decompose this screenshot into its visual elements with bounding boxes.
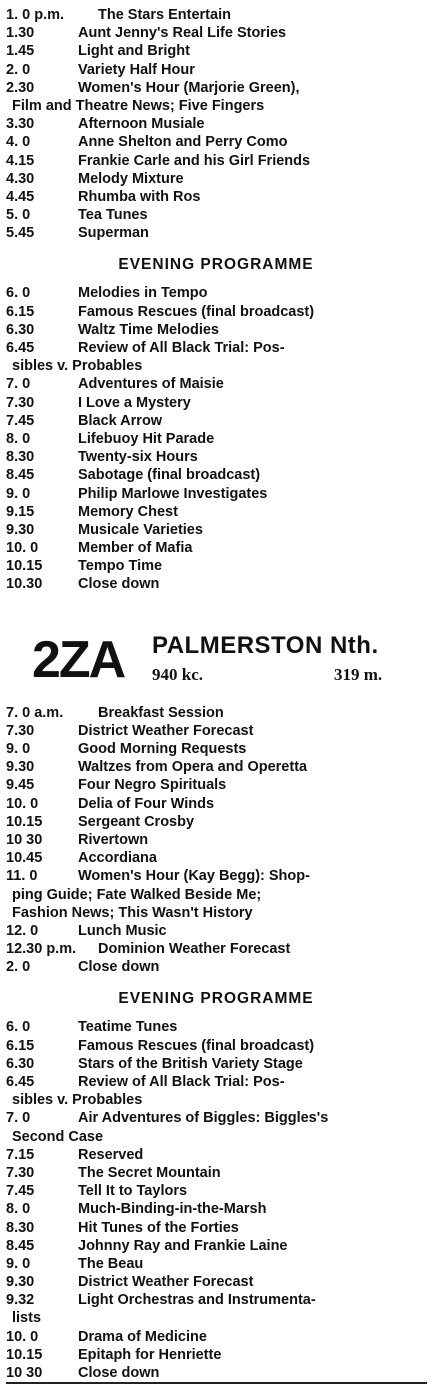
- schedule-time: 6. 0: [6, 285, 31, 302]
- schedule-program: Light and Bright: [78, 43, 190, 60]
- schedule-program: Much-Binding-in-the-Marsh: [78, 1201, 267, 1218]
- schedule-program: Black Arrow: [78, 412, 163, 429]
- schedule-row: [6, 1146, 426, 1164]
- schedule-program: Women's Hour (Kay Begg): Shop-: [78, 868, 310, 885]
- schedule-program: Stars of the British Variety Stage: [78, 1055, 303, 1072]
- station-frequency: 940 kc.: [152, 664, 203, 684]
- station-header: [6, 630, 426, 694]
- schedule-program: Tell It to Taylors: [78, 1183, 188, 1200]
- schedule-row: [6, 412, 426, 430]
- schedule-time: 12. 0: [6, 922, 39, 939]
- schedule-time: 6.15: [6, 303, 35, 320]
- station-city: PALMERSTON Nth.: [152, 631, 379, 659]
- schedule-time: 6.45: [6, 340, 35, 356]
- schedule-time: 7.30: [6, 722, 35, 739]
- schedule-time: 10. 0: [6, 540, 39, 557]
- schedule-time: 9.15: [6, 503, 35, 520]
- schedule-time: 10 30: [6, 831, 43, 848]
- schedule-time: 2. 0: [6, 959, 31, 976]
- schedule-program: Rhumba with Ros: [78, 188, 201, 205]
- schedule-row: [6, 170, 426, 188]
- schedule-continuation: Fashion News; This Wasn't History: [12, 904, 253, 921]
- schedule-row: [6, 776, 426, 794]
- schedule-time: 1. 0 p.m.: [6, 7, 65, 23]
- schedule-program: Superman: [78, 225, 149, 242]
- schedule-time: 7.15: [6, 1146, 35, 1163]
- schedule-row: [6, 1364, 426, 1382]
- schedule-program: Good Morning Requests: [78, 741, 247, 757]
- schedule-time: 6.45: [6, 1074, 35, 1090]
- schedule-row: [6, 557, 426, 575]
- schedule-program: Melodies in Tempo: [78, 285, 208, 302]
- schedule-program: Waltz Time Melodies: [78, 321, 219, 338]
- schedule-program: Anne Shelton and Perry Como: [78, 134, 288, 151]
- schedule-program: Waltzes from Opera and Operetta: [78, 759, 308, 776]
- schedule-row: [6, 133, 426, 151]
- schedule-time: 11. 0: [6, 868, 38, 885]
- schedule-time: 9. 0: [6, 741, 31, 757]
- schedule-program: Hit Tunes of the Forties: [78, 1219, 239, 1236]
- schedule-program: Review of All Black Trial: Pos-: [78, 340, 285, 356]
- schedule-continuation: sibles v. Probables: [12, 1092, 143, 1109]
- schedule-time: 7.45: [6, 1183, 35, 1200]
- schedule-time: 6. 0: [6, 1019, 31, 1036]
- schedule-row: [6, 1073, 426, 1091]
- schedule-time: 10.45: [6, 850, 43, 867]
- schedule-row: [6, 758, 426, 776]
- schedule-program: Rivertown: [78, 831, 149, 848]
- schedule-program: Delia of Four Winds: [78, 795, 215, 812]
- schedule-row: [6, 430, 426, 448]
- schedule-time: 4.30: [6, 170, 35, 187]
- schedule-continuation: lists: [12, 1310, 42, 1327]
- schedule-row: [6, 740, 426, 758]
- evening-listing-2za: [6, 1018, 426, 1382]
- schedule-row: [6, 206, 426, 224]
- schedule-time: 5. 0: [6, 207, 31, 224]
- schedule-row: [6, 224, 426, 242]
- schedule-row: [6, 448, 426, 466]
- schedule-row: [6, 503, 426, 521]
- schedule-time: 10.30: [6, 576, 43, 593]
- schedule-row: [6, 1219, 426, 1237]
- schedule-row: [6, 61, 426, 79]
- schedule-program: Famous Rescues (final broadcast): [78, 303, 315, 320]
- schedule-row: [6, 867, 426, 885]
- schedule-time: 8.30: [6, 1219, 35, 1236]
- listing-column: [6, 6, 426, 1382]
- evening-listing: [6, 284, 426, 593]
- schedule-program: Variety Half Hour: [78, 61, 195, 78]
- schedule-row: [6, 813, 426, 831]
- schedule-row: [6, 958, 426, 976]
- schedule-row: [6, 303, 426, 321]
- schedule-time: 5.45: [6, 225, 35, 242]
- schedule-time: 9.45: [6, 777, 35, 794]
- schedule-time: 8. 0: [6, 1201, 31, 1218]
- schedule-program: Teatime Tunes: [78, 1019, 178, 1036]
- schedule-time: 10. 0: [6, 1328, 39, 1345]
- schedule-row: [6, 115, 426, 133]
- schedule-row: [6, 485, 426, 503]
- schedule-program: District Weather Forecast: [78, 722, 254, 739]
- schedule-program: District Weather Forecast: [78, 1274, 254, 1291]
- schedule-time: 9. 0: [6, 1255, 31, 1272]
- schedule-time: 7. 0: [6, 376, 31, 393]
- schedule-program: Johnny Ray and Frankie Laine: [78, 1237, 288, 1254]
- afternoon-listing: [6, 6, 426, 242]
- schedule-row: [6, 575, 426, 593]
- schedule-program: Aunt Jenny's Real Life Stories: [78, 25, 287, 42]
- schedule-program: Member of Mafia: [78, 540, 193, 557]
- schedule-row: [6, 6, 426, 24]
- schedule-program: Sabotage (final broadcast): [78, 467, 261, 484]
- schedule-time: 4.15: [6, 152, 35, 169]
- schedule-row: [6, 521, 426, 539]
- schedule-time: 9. 0: [6, 485, 31, 502]
- schedule-row: [6, 1273, 426, 1291]
- schedule-program: The Secret Mountain: [78, 1164, 221, 1181]
- schedule-program: Musicale Varieties: [78, 521, 203, 538]
- schedule-time: 12.30 p.m.: [6, 941, 77, 958]
- schedule-continuation: Film and Theatre News; Five Fingers: [12, 97, 265, 114]
- bottom-rule: [6, 1382, 427, 1384]
- schedule-row: [6, 1182, 426, 1200]
- schedule-program: Tempo Time: [78, 558, 163, 575]
- daytime-listing-2za: [6, 704, 426, 977]
- schedule-time: 10.15: [6, 558, 43, 575]
- schedule-time: 1.45: [6, 43, 35, 60]
- schedule-program: Twenty-six Hours: [78, 449, 198, 466]
- schedule-program: Close down: [78, 1365, 160, 1381]
- schedule-time: 7.45: [6, 412, 35, 429]
- schedule-program: Review of All Black Trial: Pos-: [78, 1074, 285, 1090]
- schedule-row: [6, 1255, 426, 1273]
- schedule-program: Accordiana: [78, 850, 157, 867]
- schedule-time: 9.30: [6, 521, 35, 538]
- schedule-row: [6, 466, 426, 484]
- schedule-program: Reserved: [78, 1146, 144, 1163]
- schedule-program: Memory Chest: [78, 503, 178, 520]
- schedule-time: 1.30: [6, 25, 35, 42]
- schedule-program: Lunch Music: [78, 922, 167, 939]
- schedule-program: Epitaph for Henriette: [78, 1346, 222, 1363]
- schedule-time: 7.30: [6, 394, 35, 411]
- schedule-program: The Stars Entertain: [98, 7, 231, 23]
- schedule-row: [6, 1164, 426, 1182]
- schedule-continuation: Second Case: [12, 1128, 104, 1145]
- schedule-row: [6, 1346, 426, 1364]
- schedule-row: [6, 1237, 426, 1255]
- schedule-row: [6, 375, 426, 393]
- schedule-row: [6, 42, 426, 60]
- schedule-time: 9.32: [6, 1292, 35, 1309]
- schedule-program: Afternoon Musiale: [78, 116, 205, 133]
- schedule-time: 10.15: [6, 813, 43, 830]
- schedule-row: [6, 940, 426, 958]
- schedule-program: Four Negro Spirituals: [78, 777, 227, 794]
- schedule-program: Frankie Carle and his Girl Friends: [78, 152, 311, 169]
- schedule-program: The Beau: [78, 1255, 144, 1272]
- schedule-time: 4.45: [6, 188, 35, 205]
- schedule-program: Air Adventures of Biggles: Biggles's: [78, 1110, 329, 1127]
- schedule-time: 3.30: [6, 116, 35, 133]
- schedule-time: 9.30: [6, 759, 35, 776]
- schedule-row: [6, 339, 426, 357]
- schedule-row: [6, 1018, 426, 1036]
- station-call-sign: 2ZA: [32, 630, 125, 689]
- schedule-time: 7. 0: [6, 1110, 31, 1127]
- schedule-time: 7. 0 a.m.: [6, 704, 64, 721]
- schedule-row: [6, 849, 426, 867]
- schedule-time: 8.45: [6, 1237, 35, 1254]
- schedule-program: Sergeant Crosby: [78, 813, 195, 830]
- schedule-program: Drama of Medicine: [78, 1328, 207, 1345]
- schedule-row: [6, 1109, 426, 1127]
- schedule-program: Light Orchestras and Instrumenta-: [78, 1292, 316, 1309]
- schedule-row: [6, 24, 426, 42]
- schedule-time: 6.30: [6, 1055, 35, 1072]
- schedule-row: [6, 321, 426, 339]
- schedule-continuation: sibles v. Probables: [12, 358, 143, 375]
- schedule-time: 6.30: [6, 321, 35, 338]
- schedule-row: [6, 152, 426, 170]
- schedule-program: Women's Hour (Marjorie Green),: [78, 79, 300, 96]
- schedule-program: Tea Tunes: [78, 207, 148, 224]
- schedule-time: 8. 0: [6, 430, 31, 447]
- schedule-program: I Love a Mystery: [78, 394, 191, 411]
- schedule-time: 2. 0: [6, 61, 31, 78]
- schedule-row: [6, 188, 426, 206]
- schedule-row: [6, 1291, 426, 1309]
- schedule-time: 10. 0: [6, 795, 39, 812]
- schedule-row: [6, 394, 426, 412]
- schedule-row: [6, 1328, 426, 1346]
- schedule-time: 6.15: [6, 1037, 35, 1054]
- schedule-program: Dominion Weather Forecast: [98, 941, 291, 958]
- schedule-row: [6, 722, 426, 740]
- schedule-time: 4. 0: [6, 134, 31, 151]
- schedule-program: Adventures of Maisie: [78, 376, 224, 393]
- schedule-program: Lifebuoy Hit Parade: [78, 430, 215, 447]
- schedule-program: Close down: [78, 959, 160, 976]
- schedule-row: [6, 922, 426, 940]
- schedule-program: Philip Marlowe Investigates: [78, 485, 268, 502]
- schedule-time: 10 30: [6, 1365, 43, 1381]
- schedule-row: [6, 284, 426, 302]
- schedule-row: [6, 1055, 426, 1073]
- schedule-row: [6, 704, 426, 722]
- schedule-row: [6, 795, 426, 813]
- schedule-time: 7.30: [6, 1164, 35, 1181]
- station-wavelength: 319 m.: [334, 664, 383, 684]
- schedule-row: [6, 1200, 426, 1218]
- schedule-time: 8.45: [6, 467, 35, 484]
- schedule-program: Close down: [78, 576, 160, 593]
- schedule-program: Famous Rescues (final broadcast): [78, 1037, 315, 1054]
- evening-programme-heading: EVENING PROGRAMME: [118, 256, 314, 274]
- evening-programme-heading-2za: EVENING PROGRAMME: [118, 990, 314, 1008]
- schedule-time: 9.30: [6, 1274, 35, 1291]
- schedule-program: Breakfast Session: [98, 704, 224, 721]
- schedule-time: 2.30: [6, 79, 35, 96]
- schedule-row: [6, 539, 426, 557]
- schedule-row: [6, 831, 426, 849]
- schedule-program: Melody Mixture: [78, 170, 184, 187]
- schedule-time: 8.30: [6, 449, 35, 466]
- schedule-row: [6, 1037, 426, 1055]
- schedule-continuation: ping Guide; Fate Walked Beside Me;: [12, 886, 262, 903]
- schedule-time: 10.15: [6, 1346, 43, 1363]
- schedule-row: [6, 79, 426, 97]
